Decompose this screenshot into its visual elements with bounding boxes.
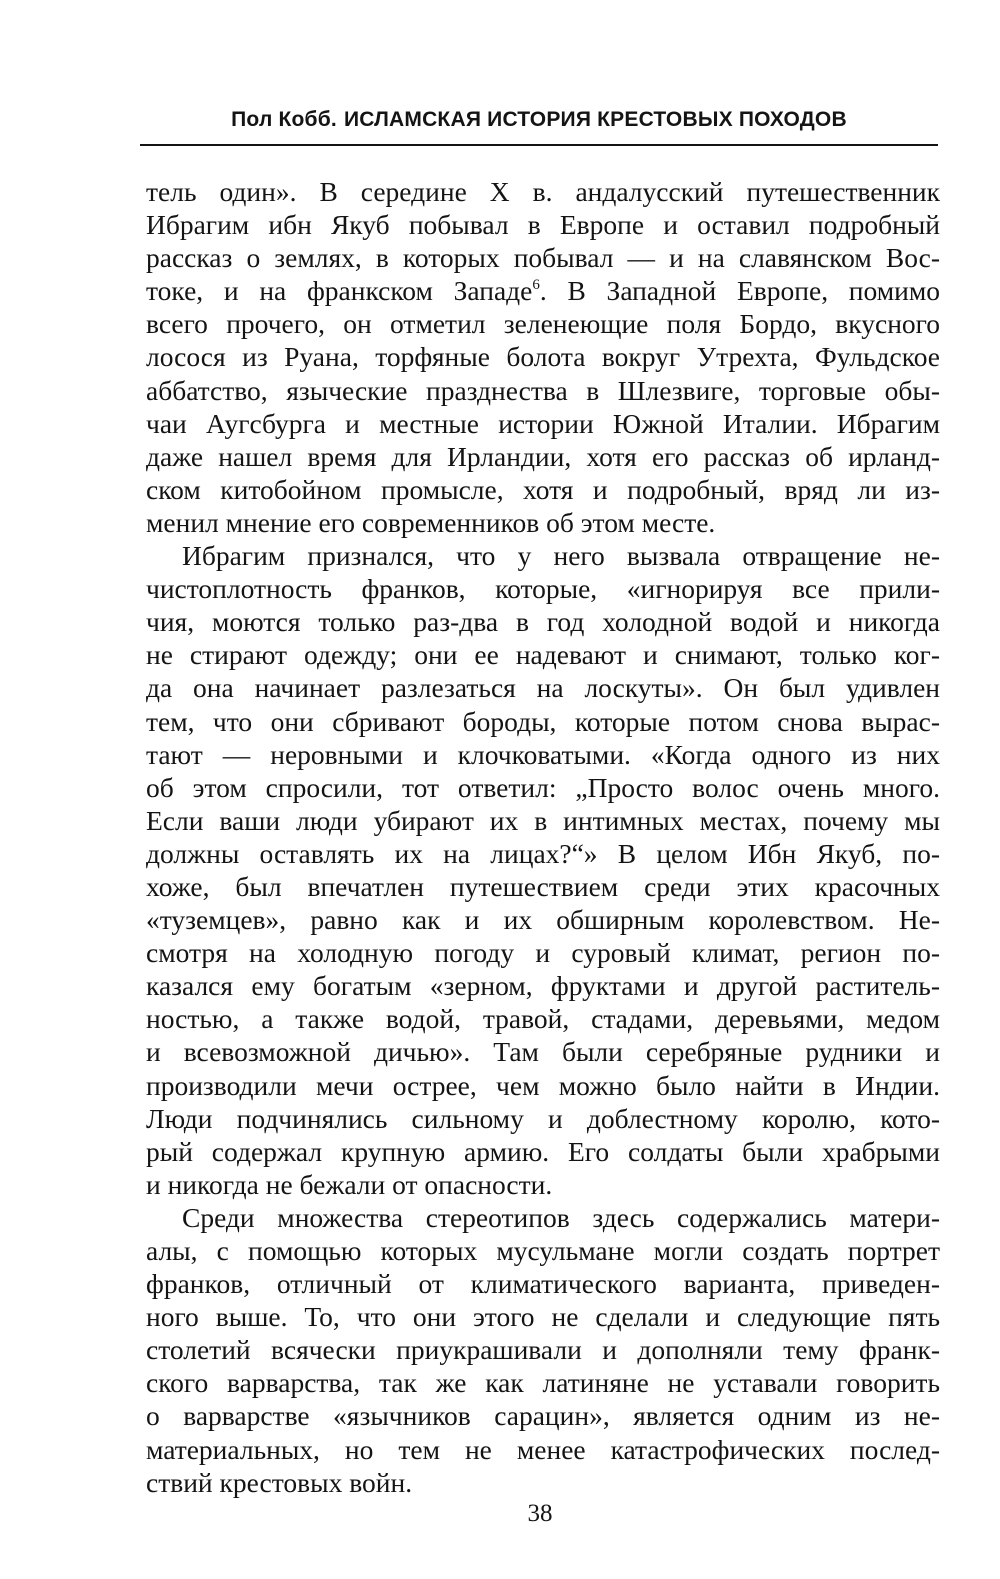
- text-line: ного выше. То, что они этого не сделали и следующие пять: [146, 1301, 940, 1333]
- text-line: столетий всячески приукрашивали и дополняли тему франк-: [146, 1334, 940, 1366]
- text-line: менил мнение его современников об этом месте.: [146, 506, 716, 538]
- text-line: и никогда не бежали от опасности.: [146, 1168, 553, 1200]
- paragraph-1: [146, 175, 940, 539]
- text-line: ствий крестовых войн.: [146, 1466, 413, 1498]
- text-line: хоже, был впечатлен путешествием среди этих красочных: [146, 870, 940, 902]
- text-line: должны оставлять их на лицах?“» В целом Ибн Якуб, по-: [146, 837, 940, 869]
- text-line: тают — неровными и клочковатыми. «Когда одного из них: [146, 738, 940, 770]
- paragraph-2: [146, 539, 940, 1201]
- header-title: ИСЛАМСКАЯ ИСТОРИЯ КРЕСТОВЫХ ПОХОДОВ: [343, 108, 847, 131]
- main-text: [146, 175, 940, 1499]
- text-line: ском китобойном промысле, хотя и подробный, вряд ли из-: [146, 473, 940, 505]
- text-line: алы, с помощью которых мусульмане могли создать портрет: [146, 1235, 940, 1266]
- paragraph-3: [146, 1201, 940, 1499]
- text-line: лосося из Руана, торфяные болота вокруг Утрехта, Фульдское: [146, 341, 940, 373]
- text-line: рассказ о землях, в которых побывал — и на славянском Вос-: [146, 242, 940, 274]
- text-line: всего прочего, он отметил зеленеющие поля Бордо, вкусного: [146, 308, 940, 340]
- text-line: да она начинает разлезаться на лоскуты». Он был удивлен: [146, 672, 940, 704]
- text-line: чия, моются только раз-два в год холодной водой и никогда: [146, 606, 940, 638]
- text-line: ностью, а также водой, травой, стадами, деревьями, медом: [146, 1003, 940, 1035]
- text-line: производили мечи острее, чем можно было найти в Индии.: [146, 1069, 940, 1101]
- text-line: Ибрагим ибн Якуб побывал в Европе и оставил подробный: [146, 209, 940, 241]
- text-line: даже нашел время для Ирландии, хотя его рассказ об ирланд-: [146, 440, 940, 472]
- header-author: Пол Кобб.: [231, 108, 337, 131]
- running-header: [140, 100, 938, 140]
- text-line: франков, отличный от климатического варианта, приведен-: [146, 1268, 940, 1300]
- text-line: аббатство, языческие празднества в Шлезвиге, торговые обы-: [146, 374, 940, 406]
- text-line: и всевозможной дичью». Там были серебряные рудники и: [146, 1036, 940, 1068]
- text-line: Люди подчинялись сильному и доблестному королю, кото-: [146, 1102, 940, 1134]
- text-line: тель один». В середине X в. андалусский путешественник: [146, 176, 940, 207]
- text-line: тем, что они сбривают бороды, которые потом снова вырас-: [146, 705, 940, 737]
- text-line: Среди множества стереотипов здесь содержались матери-: [182, 1201, 940, 1233]
- text-line: казался ему богатым «зерном, фруктами и другой раститель-: [146, 970, 940, 1002]
- text-segment: токе, и на франкском Западе: [146, 275, 533, 307]
- text-line: смотря на холодную погоду и суровый климат, регион по-: [146, 937, 940, 969]
- footnote-marker: 6: [532, 277, 540, 294]
- text-line: рый содержал крупную армию. Его солдаты были храбрыми: [146, 1135, 940, 1167]
- text-line: «туземцев», равно как и их обширным королевством. Не-: [146, 904, 940, 936]
- text-line: [146, 274, 940, 307]
- text-line: о варварстве «язычников сарацин», является одним из не-: [146, 1400, 940, 1432]
- text-line: Если ваши люди убирают их в интимных местах, почему мы: [146, 804, 940, 836]
- header-rule: [140, 144, 938, 146]
- text-line: материальных, но тем не менее катастрофических послед-: [146, 1433, 940, 1465]
- text-line: не стирают одежду; они ее надевают и снимают, только ког-: [146, 639, 940, 671]
- text-line: об этом спросили, тот ответил: „Просто волос очень много.: [146, 771, 940, 803]
- text-line: чистоплотность франков, которые, «игнорируя все прили-: [146, 573, 940, 605]
- text-line: ского варварства, так же как латиняне не уставали говорить: [146, 1367, 940, 1399]
- text-line: чаи Аугсбурга и местные истории Южной Италии. Ибрагим: [146, 407, 940, 439]
- text-line: Ибрагим признался, что у него вызвала отвращение не-: [182, 540, 940, 572]
- page-number: 38: [527, 1500, 553, 1527]
- text-segment: . В Западной Европе, помимо: [539, 275, 940, 307]
